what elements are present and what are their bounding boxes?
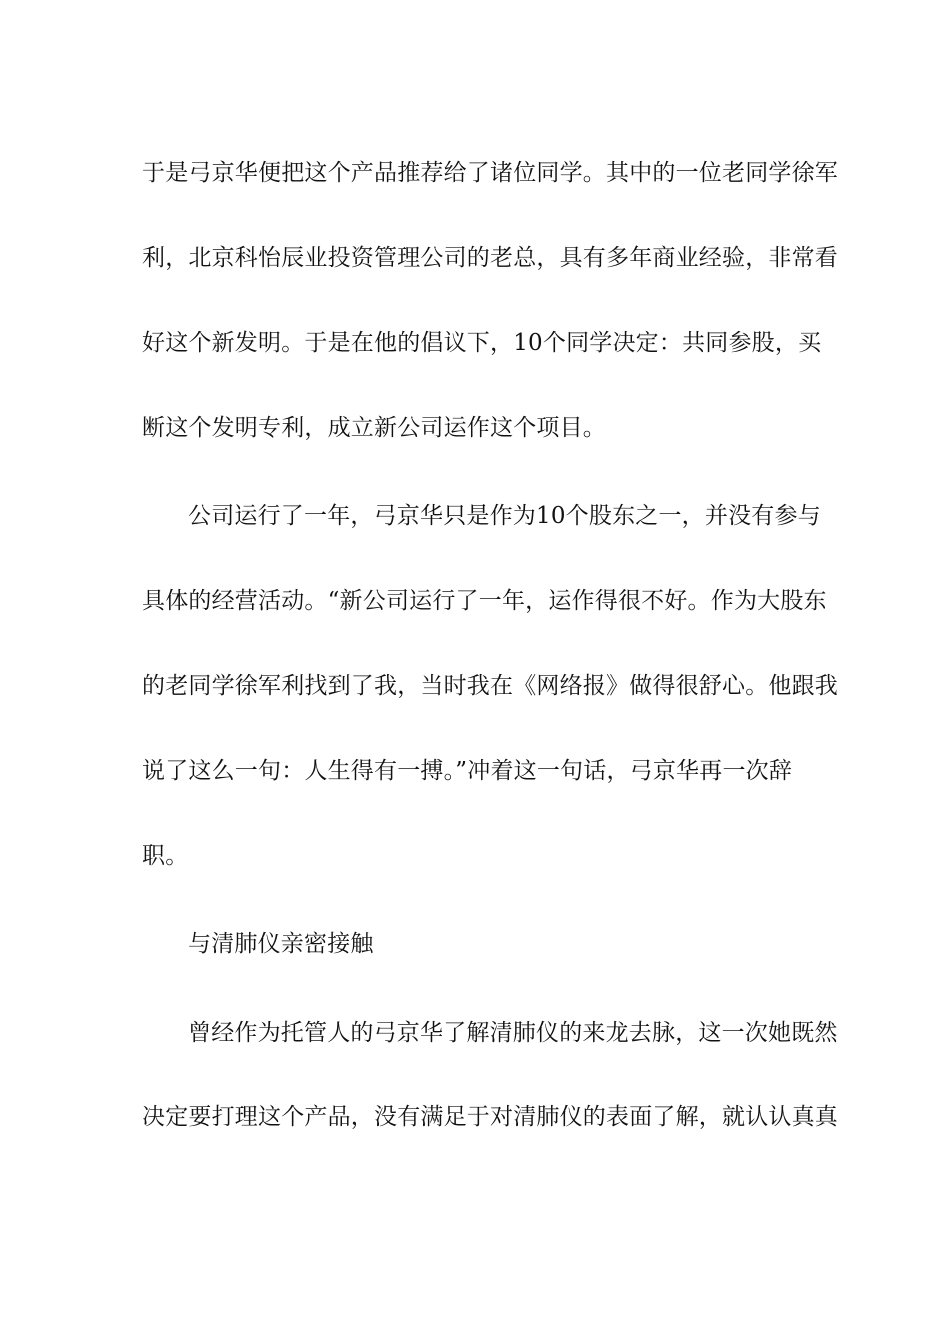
paragraph-3-line-1: 曾经作为托管人的弓京华了解清肺仪的来龙去脉，这一次她既然	[188, 1020, 838, 1046]
paragraph-2-line-2: 具体的经营活动。“新公司运行了一年，运作得很不好。作为大股东	[142, 588, 827, 614]
paragraph-1-line-2: 利，北京科怡辰业投资管理公司的老总，具有多年商业经验，非常看	[142, 245, 838, 271]
paragraph-3-line-2: 决定要打理这个产品，没有满足于对清肺仪的表面了解，就认认真真	[142, 1104, 838, 1130]
section-heading: 与清肺仪亲密接触	[188, 931, 374, 957]
paragraph-2-line-1: 公司运行了一年，弓京华只是作为10个股东之一，并没有参与	[188, 503, 821, 529]
paragraph-2-line-4: 说了这么一句：人生得有一搏。”冲着这一句话，弓京华再一次辞	[142, 758, 793, 784]
paragraph-1-line-4: 断这个发明专利，成立新公司运作这个项目。	[142, 415, 606, 441]
paragraph-2-line-3: 的老同学徐军利找到了我，当时我在《网络报》做得很舒心。他跟我	[142, 673, 838, 699]
paragraph-1-line-1: 于是弓京华便把这个产品推荐给了诸位同学。其中的一位老同学徐军	[142, 160, 838, 186]
paragraph-1-line-3: 好这个新发明。于是在他的倡议下，10个同学决定：共同参股，买	[142, 330, 822, 356]
paragraph-2-line-5: 职。	[142, 843, 189, 869]
